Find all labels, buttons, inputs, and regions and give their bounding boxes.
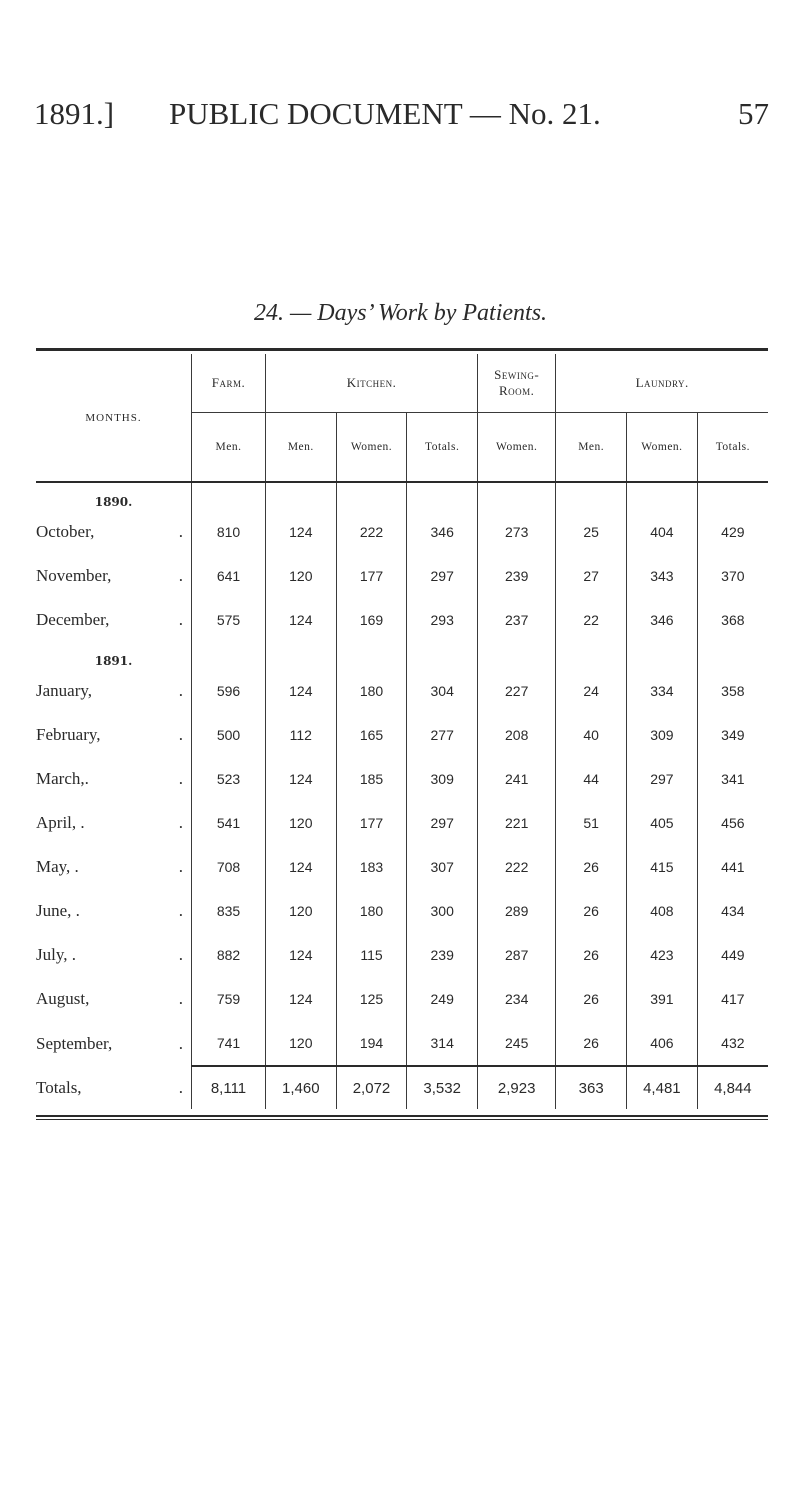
laundry-men-cell: 22 xyxy=(556,598,627,642)
laundry-men-cell: 40 xyxy=(556,713,627,757)
totals-row xyxy=(36,1066,768,1109)
month-label: December, xyxy=(36,610,110,629)
kitchen-men-cell: 120 xyxy=(265,889,336,933)
farm-men-cell: 708 xyxy=(192,845,266,889)
leader-dot: . xyxy=(178,813,184,832)
month-label: January, xyxy=(36,681,93,700)
kitchen-women-cell: 2,072 xyxy=(336,1066,407,1109)
table-row xyxy=(36,554,768,598)
month-cell xyxy=(36,757,192,801)
month-cell xyxy=(36,598,192,642)
sewing-women-cell: 2,923 xyxy=(478,1066,556,1109)
leader-dot: . xyxy=(178,769,184,788)
month-label: April, . xyxy=(36,813,85,832)
kitchen-men-cell: 124 xyxy=(265,598,336,642)
page-number: 57 xyxy=(738,96,769,131)
year-label: 1891. xyxy=(94,654,133,668)
laundry-women-cell: 309 xyxy=(627,713,698,757)
laundry-totals-cell: 368 xyxy=(697,598,768,642)
laundry-men-cell: 26 xyxy=(556,977,627,1021)
laundry-men-cell: 26 xyxy=(556,933,627,977)
kitchen-men-cell: 1,460 xyxy=(265,1066,336,1109)
sewing-women-cell: 222 xyxy=(478,845,556,889)
kitchen-men-cell: 124 xyxy=(265,933,336,977)
kitchen-totals-cell: 293 xyxy=(407,598,478,642)
leader-dot: . xyxy=(178,945,184,964)
sewing-women-cell: 239 xyxy=(478,554,556,598)
leader-dot: . xyxy=(178,725,184,744)
kitchen-totals-cell: 277 xyxy=(407,713,478,757)
farm-men-cell: 541 xyxy=(192,801,266,845)
month-label: June, . xyxy=(36,901,80,920)
table-row xyxy=(36,845,768,889)
kitchen-totals-cell: 297 xyxy=(407,554,478,598)
kitchen-totals-cell: 314 xyxy=(407,1021,478,1066)
month-label: September, xyxy=(36,1033,113,1053)
laundry-totals-cell: 432 xyxy=(697,1021,768,1066)
month-cell xyxy=(36,713,192,757)
kitchen-men-header: Men. xyxy=(265,413,336,483)
month-cell xyxy=(36,801,192,845)
days-work-table xyxy=(36,348,768,1120)
leader-dot: . xyxy=(178,1077,184,1097)
table-row xyxy=(36,713,768,757)
laundry-women-cell: 423 xyxy=(627,933,698,977)
leader-dot: . xyxy=(178,566,184,585)
month-label: Totals, xyxy=(36,1077,82,1097)
kitchen-women-cell: 194 xyxy=(336,1021,407,1066)
laundry-totals-header: Totals. xyxy=(697,413,768,483)
farm-men-cell: 810 xyxy=(192,510,266,554)
year-label: 1890. xyxy=(94,495,133,509)
laundry-totals-cell: 349 xyxy=(697,713,768,757)
kitchen-totals-header: Totals. xyxy=(407,413,478,483)
farm-men-header: Men. xyxy=(192,413,266,483)
laundry-totals-cell: 4,844 xyxy=(697,1066,768,1109)
months-header: MONTHS. xyxy=(36,354,192,482)
kitchen-women-cell: 125 xyxy=(336,977,407,1021)
running-header xyxy=(34,96,769,136)
month-label: July, . xyxy=(36,945,76,964)
kitchen-men-cell: 124 xyxy=(265,669,336,713)
laundry-totals-cell: 417 xyxy=(697,977,768,1021)
sewing-women-cell: 273 xyxy=(478,510,556,554)
month-label: November, xyxy=(36,566,112,585)
laundry-totals-cell: 449 xyxy=(697,933,768,977)
header-year: 1891.] xyxy=(34,96,115,131)
top-rule xyxy=(36,348,768,351)
month-cell xyxy=(36,669,192,713)
sewing-women-cell: 227 xyxy=(478,669,556,713)
month-label: February, xyxy=(36,725,101,744)
leader-dot: . xyxy=(178,901,184,920)
farm-men-cell: 8,111 xyxy=(192,1066,266,1109)
laundry-men-cell: 25 xyxy=(556,510,627,554)
month-label: August, xyxy=(36,989,90,1008)
kitchen-totals-cell: 297 xyxy=(407,801,478,845)
month-label: October, xyxy=(36,522,95,541)
kitchen-men-cell: 124 xyxy=(265,845,336,889)
sewing-women-cell: 221 xyxy=(478,801,556,845)
table-row xyxy=(36,598,768,642)
year-row-1891 xyxy=(36,642,768,669)
table-row xyxy=(36,757,768,801)
laundry-women-cell: 408 xyxy=(627,889,698,933)
laundry-women-cell: 334 xyxy=(627,669,698,713)
kitchen-men-cell: 124 xyxy=(265,510,336,554)
kitchen-women-cell: 165 xyxy=(336,713,407,757)
kitchen-men-cell: 112 xyxy=(265,713,336,757)
laundry-men-cell: 26 xyxy=(556,889,627,933)
farm-men-cell: 882 xyxy=(192,933,266,977)
year-row-1890 xyxy=(36,482,768,510)
laundry-men-cell: 363 xyxy=(556,1066,627,1109)
leader-dot: . xyxy=(178,681,184,700)
farm-men-cell: 500 xyxy=(192,713,266,757)
laundry-women-cell: 404 xyxy=(627,510,698,554)
kitchen-women-cell: 222 xyxy=(336,510,407,554)
kitchen-women-cell: 180 xyxy=(336,669,407,713)
table-body xyxy=(36,482,768,1109)
sewing-women-cell: 287 xyxy=(478,933,556,977)
laundry-totals-cell: 441 xyxy=(697,845,768,889)
sewing-women-cell: 241 xyxy=(478,757,556,801)
leader-dot: . xyxy=(178,522,184,541)
laundry-women-header: Women. xyxy=(627,413,698,483)
sewing-women-cell: 237 xyxy=(478,598,556,642)
month-cell xyxy=(36,510,192,554)
bottom-rule-thin xyxy=(36,1119,768,1120)
farm-group-header: Farm. xyxy=(192,354,266,413)
sewing-room-group-header: Sewing-Room. xyxy=(478,354,556,413)
kitchen-group-header: Kitchen. xyxy=(265,354,477,413)
month-cell xyxy=(36,845,192,889)
farm-men-cell: 759 xyxy=(192,977,266,1021)
laundry-totals-cell: 341 xyxy=(697,757,768,801)
sewing-women-header: Women. xyxy=(478,413,556,483)
kitchen-totals-cell: 309 xyxy=(407,757,478,801)
laundry-women-cell: 297 xyxy=(627,757,698,801)
laundry-men-cell: 26 xyxy=(556,845,627,889)
laundry-women-cell: 346 xyxy=(627,598,698,642)
laundry-women-cell: 405 xyxy=(627,801,698,845)
bottom-rule xyxy=(36,1115,768,1117)
laundry-totals-cell: 456 xyxy=(697,801,768,845)
laundry-men-cell: 24 xyxy=(556,669,627,713)
table-row xyxy=(36,933,768,977)
leader-dot: . xyxy=(178,857,184,876)
kitchen-women-cell: 177 xyxy=(336,801,407,845)
kitchen-totals-cell: 3,532 xyxy=(407,1066,478,1109)
laundry-totals-cell: 370 xyxy=(697,554,768,598)
kitchen-men-cell: 120 xyxy=(265,554,336,598)
leader-dot: . xyxy=(178,610,184,629)
kitchen-women-cell: 169 xyxy=(336,598,407,642)
table-row xyxy=(36,669,768,713)
laundry-men-cell: 44 xyxy=(556,757,627,801)
farm-men-cell: 835 xyxy=(192,889,266,933)
table-row xyxy=(36,977,768,1021)
kitchen-men-cell: 120 xyxy=(265,801,336,845)
kitchen-women-header: Women. xyxy=(336,413,407,483)
kitchen-women-cell: 185 xyxy=(336,757,407,801)
kitchen-men-cell: 120 xyxy=(265,1021,336,1066)
table-row xyxy=(36,889,768,933)
table-row xyxy=(36,1021,768,1066)
laundry-group-header: Laundry. xyxy=(556,354,768,413)
laundry-men-header: Men. xyxy=(556,413,627,483)
laundry-women-cell: 343 xyxy=(627,554,698,598)
month-label: May, . xyxy=(36,857,79,876)
kitchen-men-cell: 124 xyxy=(265,757,336,801)
kitchen-men-cell: 124 xyxy=(265,977,336,1021)
kitchen-totals-cell: 300 xyxy=(407,889,478,933)
farm-men-cell: 641 xyxy=(192,554,266,598)
month-cell xyxy=(36,889,192,933)
table-row xyxy=(36,801,768,845)
month-cell xyxy=(36,1021,192,1066)
table-title: 24. — Days’ Work by Patients. xyxy=(253,300,548,326)
kitchen-women-cell: 183 xyxy=(336,845,407,889)
laundry-women-cell: 4,481 xyxy=(627,1066,698,1109)
table-row xyxy=(36,510,768,554)
farm-men-cell: 596 xyxy=(192,669,266,713)
farm-men-cell: 741 xyxy=(192,1021,266,1066)
farm-men-cell: 575 xyxy=(192,598,266,642)
leader-dot: . xyxy=(178,989,184,1008)
laundry-women-cell: 406 xyxy=(627,1021,698,1066)
leader-dot: . xyxy=(178,1033,184,1053)
month-cell xyxy=(36,977,192,1021)
laundry-totals-cell: 429 xyxy=(697,510,768,554)
month-label: March,. xyxy=(36,769,89,788)
kitchen-women-cell: 180 xyxy=(336,889,407,933)
laundry-women-cell: 415 xyxy=(627,845,698,889)
month-cell xyxy=(36,933,192,977)
laundry-totals-cell: 434 xyxy=(697,889,768,933)
kitchen-women-cell: 115 xyxy=(336,933,407,977)
laundry-women-cell: 391 xyxy=(627,977,698,1021)
month-cell xyxy=(36,1066,192,1109)
month-cell xyxy=(36,554,192,598)
sewing-women-cell: 245 xyxy=(478,1021,556,1066)
header-document: PUBLIC DOCUMENT — No. 21. xyxy=(169,96,601,131)
sewing-women-cell: 289 xyxy=(478,889,556,933)
kitchen-totals-cell: 239 xyxy=(407,933,478,977)
laundry-men-cell: 51 xyxy=(556,801,627,845)
sewing-women-cell: 208 xyxy=(478,713,556,757)
sewing-women-cell: 234 xyxy=(478,977,556,1021)
kitchen-totals-cell: 346 xyxy=(407,510,478,554)
laundry-men-cell: 26 xyxy=(556,1021,627,1066)
kitchen-totals-cell: 307 xyxy=(407,845,478,889)
farm-men-cell: 523 xyxy=(192,757,266,801)
kitchen-totals-cell: 304 xyxy=(407,669,478,713)
laundry-men-cell: 27 xyxy=(556,554,627,598)
kitchen-women-cell: 177 xyxy=(336,554,407,598)
laundry-totals-cell: 358 xyxy=(697,669,768,713)
kitchen-totals-cell: 249 xyxy=(407,977,478,1021)
